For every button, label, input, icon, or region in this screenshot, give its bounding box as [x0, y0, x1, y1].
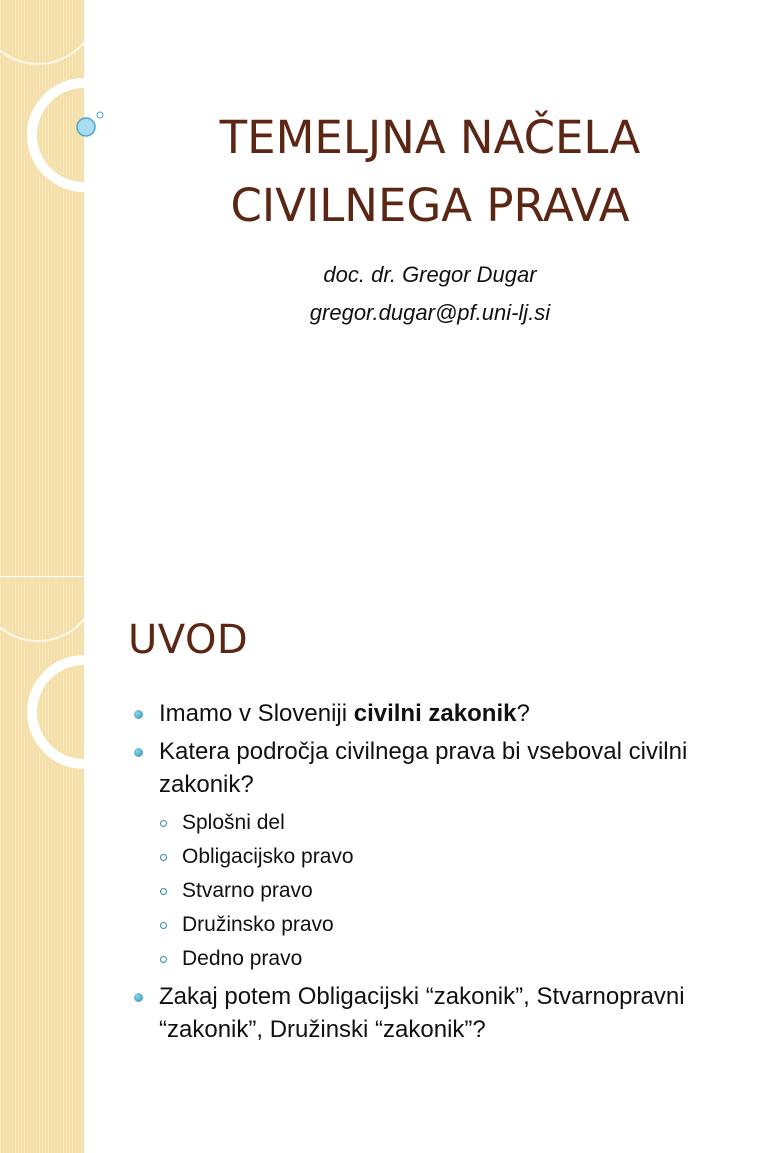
ring-bullet-icon [160, 854, 167, 861]
deco-bubble-small [97, 112, 103, 118]
sub-item [134, 806, 754, 840]
bullet-text: ? [516, 700, 530, 727]
bullet-icon [134, 748, 143, 757]
ring-bullet-icon [160, 820, 167, 827]
subtitle [110, 256, 750, 332]
section-heading: UVOD [128, 617, 249, 663]
bullet-text: Katera področja civilnega prava bi vseboval civilni zakonik? [159, 738, 688, 798]
title-slide [0, 0, 768, 576]
ring-bullet-icon [160, 888, 167, 895]
ring-bullet-icon [160, 922, 167, 929]
content-slide [0, 577, 768, 1153]
author-email: gregor.dugar@pf.uni-lj.si [309, 300, 551, 325]
deco-arc-top [0, 0, 98, 64]
sub-item-text: Dedno pravo [182, 947, 303, 970]
title-line-2: CIVILNEGA PRAVA [230, 179, 630, 232]
page-title [110, 104, 750, 240]
bullet-item [134, 697, 754, 730]
bullet-item [134, 735, 754, 801]
sub-item [134, 874, 754, 908]
decorative-circles [0, 577, 140, 1153]
bullet-item [134, 980, 754, 1046]
title-line-1: TEMELJNA NAČELA [219, 111, 641, 164]
bullet-text: Zakaj potem Obligacijski “zakonik”, Stvarnopravni “zakonik”, Družinski “zakonik”? [159, 983, 685, 1043]
bullet-icon [134, 710, 143, 719]
bullet-text: Imamo v Sloveniji [159, 700, 354, 727]
bullet-list [134, 697, 754, 1051]
deco-arc-top [0, 577, 98, 641]
sub-item-text: Splošni del [182, 811, 285, 834]
deco-ring [32, 660, 136, 764]
sub-item [134, 840, 754, 874]
sub-item [134, 908, 754, 942]
ring-bullet-icon [160, 956, 167, 963]
sub-item-text: Stvarno pravo [182, 879, 313, 902]
sub-item [134, 942, 754, 976]
sub-item-text: Družinsko pravo [182, 913, 334, 936]
bullet-text-bold: civilni zakonik [353, 700, 517, 727]
sub-item-text: Obligacijsko pravo [182, 845, 354, 868]
bullet-icon [134, 993, 143, 1002]
author-name: doc. dr. Gregor Dugar [323, 262, 537, 287]
deco-bubble [77, 118, 95, 136]
